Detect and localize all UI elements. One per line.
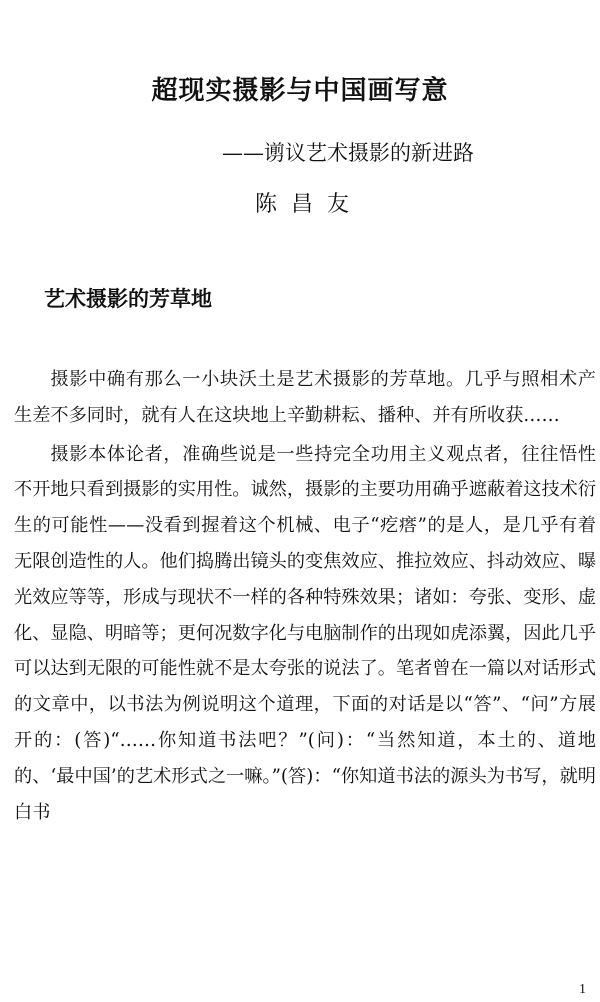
document-subtitle: ——谫议艺术摄影的新进路: [222, 141, 474, 165]
page-number: 1: [579, 982, 586, 997]
document-title: 超现实摄影与中国画写意: [151, 76, 449, 106]
paragraph: 摄影中确有那么一小块沃土是艺术摄影的芳草地。几乎与照相术产生差不多同时，就有人在这块地上辛勤耕耘、播种、并有所收获……: [14, 369, 596, 426]
body-text: [14, 362, 596, 830]
author-name: 陈昌友: [255, 192, 364, 217]
paragraph: 摄影本体论者，准确些说是一些持完全功用主义观点者，往往悟性不开地只看到摄影的实用性。诚然，摄影的主要功用确乎遮蔽着这技术衍生的可能性——没看到握着这个机械、电子“疙瘩”的是人，是几乎有着无限创造性的人。他们捣腾出镜头的变焦效应、推拉效应、抖动效应、曝光效应等等，形成与现状不一样的各种特殊效果；诸如：夸张、变形、虚化、显隐、明暗等；更何况数字化与电脑制作的出现如虎添翼，因此几乎可以达到无限的可能性就不是太夸张的说法了。笔者曾在一篇以对话形式的文章中，以书法为例说明这个道理，下面的对话是以“答”、“问”方展开的：(答)“……你知道书法吧？”(问)：“当然知道，本土的、道地的、‘最中国’的艺术形式之一嘛。”(答)：“你知道书法的源头为书写，就明白书: [14, 443, 597, 823]
section-heading: 艺术摄影的芳草地: [44, 287, 212, 311]
